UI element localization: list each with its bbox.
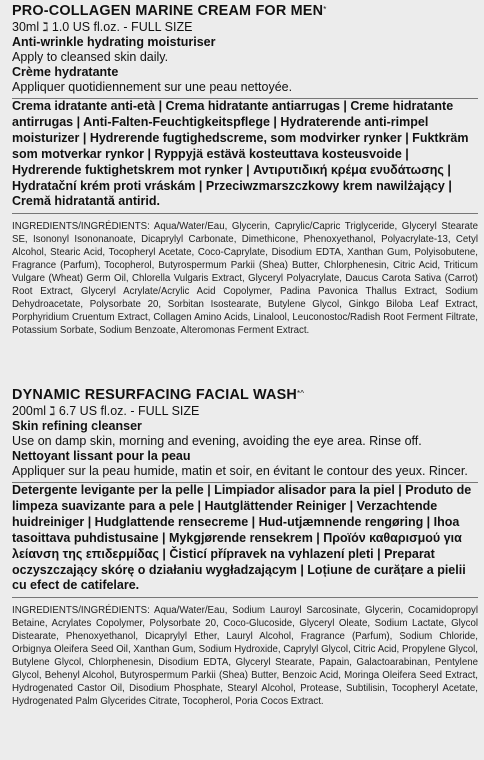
translations-list: Crema idratante anti-età | Crema hidratante antiarrugas | Creme hidratante antirrugas | Anti-Falten-Feuchtigkeitspflege | Hydraterende anti-rimpel moisturizer | Hydrerende fugtighedscreme, som modvirker rynker | Fuktkräm som motverkar rynkor | Ryppyjä estävä kosteuttava kosteusvoide | Hydrerende fuktighetskrem mot rynker | Αντιρυτιδική κρέμα ενυδάτωσης | Hydratační krém proti vráskám | Przeciwzmarszczkowy krem nawilżający | Cremă hidratantă antirid. [12, 99, 469, 209]
directions-fr: Appliquer sur la peau humide, matin et soir, en évitant le contour des yeux. Rincer. [12, 464, 468, 478]
product-title-text: DYNAMIC RESURFACING FACIAL WASH [12, 387, 297, 403]
ingredients-list: INGREDIENTS/INGRÉDIENTS: Aqua/Water/Eau, Glycerin, Caprylic/Capric Triglyceride, Glyceryl Stearate SE, Isononyl Isononanoate, Dicaprylyl Carbonate, Dimethicone, Phenoxyethanol, Polyacrylate-13, Cetyl Alcohol, Stearic Acid, Tocopheryl Acetate, Coco-Caprylate, Disodium EDTA, Xanthan Gum, Polyisobutene, Fragrance (Parfum), Tocopherol, Butyrospermum Parkii (Shea) Butter, Chlorphenesin, Citric Acid, Triticum Vulgare (Wheat) Germ Oil, Chlorella Vulgaris Extract, Glyceryl Polyacrylate, Daucus Carota Sativa (Carrot) Root Extract, Glyceryl Acrylate/Acrylic Acid Copolymer, Padina Pavonica Thallus Extract, Sodium Dehydroacetate, Polysorbate 20, Sorbitan Isostearate, Butylene Glycol, Ginkgo Biloba Leaf Extract, Porphyridium Cruentum Extract, Collagen Amino Acids, Linalool, Leuconostoc/Radish Root Ferment Filtrate, Potassium Sorbate, Sodium Benzoate, Alteromonas Ferment Extract. [12, 221, 478, 337]
product-title-text: PRO-COLLAGEN MARINE CREAM FOR MEN [12, 3, 324, 19]
product-subtitle-en: Anti-wrinkle hydrating moisturiser [12, 35, 216, 49]
divider [12, 213, 478, 214]
product-section-marine-cream [12, 2, 478, 337]
product-size: 30ml ℷ 1.0 US fl.oz. - FULL SIZE [12, 20, 193, 34]
product-subtitle-en: Skin refining cleanser [12, 419, 142, 433]
product-section-facial-wash [12, 386, 478, 708]
product-title [12, 386, 478, 404]
title-footnote-mark: * [323, 5, 327, 14]
directions-fr: Appliquer quotidiennement sur une peau nettoyée. [12, 80, 293, 94]
ingredients-list: INGREDIENTS/INGRÉDIENTS: Aqua/Water/Eau, Sodium Lauroyl Sarcosinate, Glycerin, Cocamidopropyl Betaine, Acrylates Copolymer, Polysorbate 20, Coco-Glucoside, Glyceryl Oleate, Sodium Lactate, Glycol Distearate, Phenoxyethanol, Dicaprylyl Ether, Lauryl Alcohol, Fragrance (Parfum), Sodium Chloride, Orbignya Oleifera Seed Oil, Xanthan Gum, Sodium Hydroxide, Caprylyl Glycol, Citric Acid, Propylene Glycol, Butylene Glycol, Chlorphenesin, Disodium EDTA, Glyceryl Stearate, Papain, Galactoarabinan, Pentylene Glycol, Behenyl Alcohol, Butyrospermum Parkii (Shea) Butter, Benzoic Acid, Moringa Oleifera Seed Extract, Hydrogenated Castor Oil, Disodium Phosphate, Stearyl Alcohol, Protease, Subtilisin, Tocopheryl Acetate, Hydrogenated Palm Glycerides Citrate, Tocopherol, Poria Cocos Extract. [12, 605, 478, 708]
divider [12, 597, 478, 598]
product-subtitle-fr: Nettoyant lissant pour la peau [12, 449, 191, 463]
directions-en: Use on damp skin, morning and evening, avoiding the eye area. Rinse off. [12, 434, 422, 448]
translations-list: Detergente levigante per la pelle | Limpiador alisador para la piel | Produto de limpeza suavizante para a pele | Hautglättender Reiniger | Verzachtende huidreiniger | Hudglattende rensecreme | Hud-utjæmnende rengøring | Ihoa tasoittava puhdistusaine | Mykgjørende rensekrem | Προϊόν καθαρισμού για λείανση της επιδερμίδας | Čisticí přípravek na vyhlazení pleti | Preparat oczyszczający skórę o działaniu wygładzającym | Loțiune de curățare a pielii cu efect de catifelare. [12, 483, 472, 593]
directions-en: Apply to cleansed skin daily. [12, 50, 169, 64]
product-size: 200ml ℷ 6.7 US fl.oz. - FULL SIZE [12, 404, 200, 418]
product-title [12, 2, 478, 20]
product-subtitle-fr: Crème hydratante [12, 65, 119, 79]
title-footnote-mark: *^ [296, 389, 305, 398]
